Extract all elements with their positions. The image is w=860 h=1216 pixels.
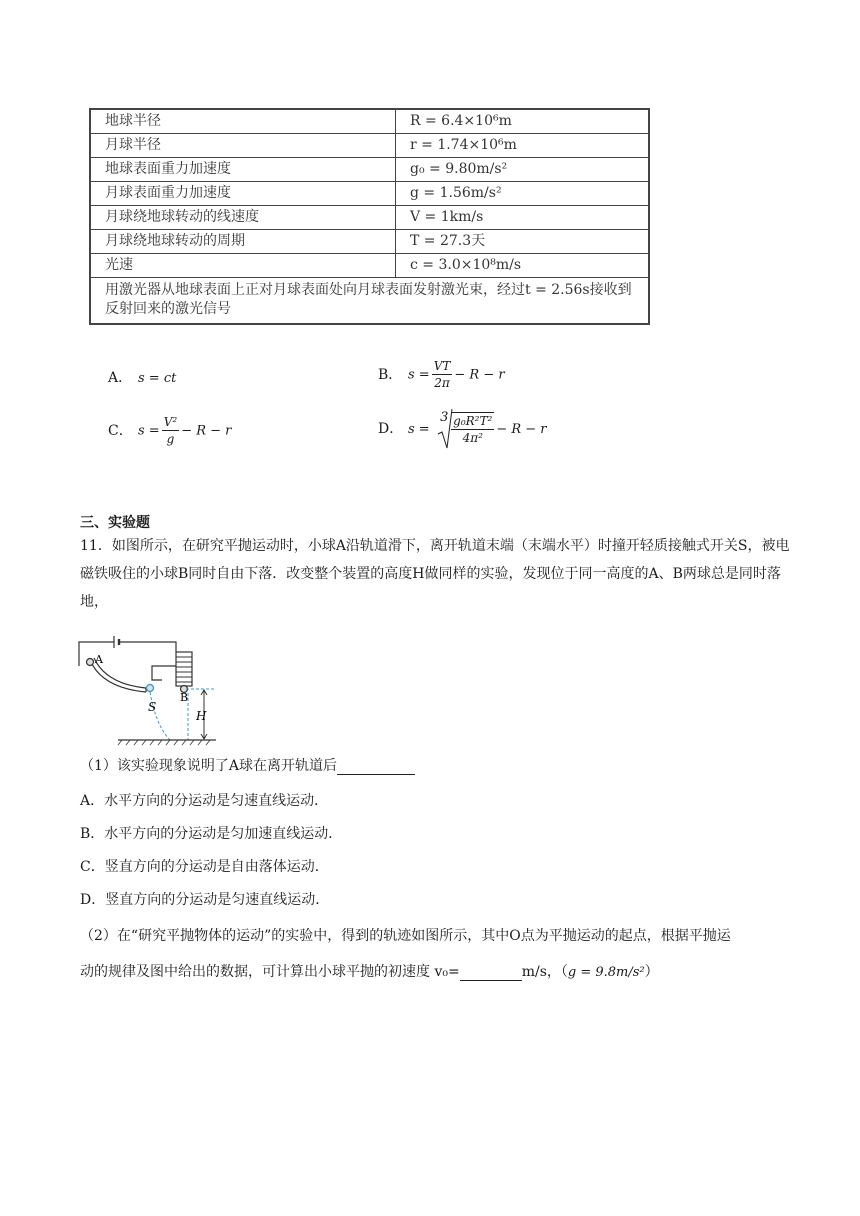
option-b-num: VT [433, 359, 451, 373]
option-c-rest: − R − r [181, 423, 232, 439]
part-2-answer-blank[interactable] [460, 964, 522, 981]
table-cell-value: g = 1.56m/s² [396, 182, 650, 206]
choice-d: D．竖直方向的分运动是匀速直线运动． [80, 892, 330, 908]
option-d-rest: − R − r [496, 422, 547, 437]
data-table [89, 108, 650, 325]
option-b-lhs: s = [408, 367, 430, 383]
ball-a-icon [87, 659, 94, 666]
table-row-note [90, 278, 649, 325]
option-b-rest: − R − r [454, 367, 505, 383]
table-row [90, 254, 649, 278]
table-row [90, 206, 649, 230]
radical-sign-icon [437, 408, 453, 452]
experiment-figure [76, 636, 236, 746]
table-cell-label: 月球绕地球转动的周期 [90, 230, 396, 254]
option-a-formula: s = ct [138, 371, 177, 386]
label-h: H [196, 709, 207, 723]
part-2-g: g = 9.8m/s² [567, 965, 645, 980]
question-11-text: 11．如图所示，在研究平抛运动时，小球A沿轨道滑下，离开轨道末端（末端水平）时撞开轻质接触式开关S，被电磁铁吸住的小球B同时自由下落．改变整个装置的高度H做同样的实验，发现位于同一高度的A、B两球总是同时落地， [80, 538, 790, 610]
part-2-line-1: （2）在“研究平抛物体的运动”的实验中，得到的轨迹如图所示，其中O点为平抛运动的起点，根据平抛运 [80, 928, 731, 944]
table-cell-label: 光速 [90, 254, 396, 278]
option-b-fraction [432, 358, 453, 391]
part-1-answer-blank[interactable] [337, 758, 415, 775]
table-row [90, 182, 649, 206]
section-title: 三、实验题 [80, 515, 150, 531]
option-c-fraction [162, 414, 179, 447]
option-d [378, 412, 547, 446]
part-2-prefix: 动的规律及图中给出的数据，可计算出小球平抛的初速度 v₀= [80, 964, 460, 980]
table-cell-value: R = 6.4×10⁶m [396, 109, 650, 134]
table-cell-label: 月球绕地球转动的线速度 [90, 206, 396, 230]
option-c-num: V² [163, 415, 178, 429]
option-c-den: g [166, 432, 175, 446]
option-b-den: 2π [434, 376, 450, 390]
part-1-text: （1）该实验现象说明了A球在离开轨道后 [80, 758, 338, 774]
option-d-lhs: s = [408, 422, 430, 437]
table-row [90, 134, 649, 158]
table-row [90, 158, 649, 182]
table-cell-label: 月球表面重力加速度 [90, 182, 396, 206]
table-cell-value: r = 1.74×10⁶m [396, 134, 650, 158]
option-b [378, 358, 505, 391]
option-d-letter: D． [378, 421, 404, 437]
option-c-lhs: s = [138, 423, 160, 439]
part-2-unit: m/s，（ [521, 964, 568, 980]
table-cell-label: 地球表面重力加速度 [90, 158, 396, 182]
option-d-num: g₀R²T² [453, 414, 493, 428]
table-row [90, 230, 649, 254]
option-a-letter: A． [108, 370, 133, 386]
table-note: 用激光器从地球表面上正对月球表面处向月球表面发射激光束，经过t = 2.56s接收到反射回来的激光信号 [90, 278, 649, 325]
table-cell-label: 地球半径 [90, 109, 396, 134]
label-s: S [148, 700, 157, 714]
choice-a: A．水平方向的分运动是匀速直线运动． [80, 793, 329, 809]
option-d-radical [437, 412, 496, 446]
table-cell-label: 月球半径 [90, 134, 396, 158]
choice-c: C．竖直方向的分运动是自由落体运动． [80, 859, 329, 875]
table-cell-value: V = 1km/s [396, 206, 650, 230]
label-a: A [95, 653, 103, 666]
table-cell-value: c = 3.0×10⁸m/s [396, 254, 650, 278]
option-a [108, 367, 176, 387]
option-d-fraction [451, 412, 494, 446]
table-cell-value: g₀ = 9.80m/s² [396, 158, 650, 182]
table-row [90, 109, 649, 134]
option-c [108, 414, 231, 447]
part-2-close: ） [644, 964, 659, 980]
choice-b: B．水平方向的分运动是匀加速直线运动． [80, 826, 343, 842]
part-1 [80, 755, 415, 775]
part-2-line-2 [80, 961, 659, 981]
option-b-letter: B． [378, 366, 403, 383]
option-d-den: 4π² [462, 431, 483, 445]
option-d-root-index: 3 [440, 410, 449, 425]
table-cell-value: T = 27.3天 [396, 230, 650, 254]
label-b: B [180, 691, 189, 704]
ball-a-switch-icon [147, 685, 154, 692]
option-c-letter: C． [108, 422, 133, 439]
